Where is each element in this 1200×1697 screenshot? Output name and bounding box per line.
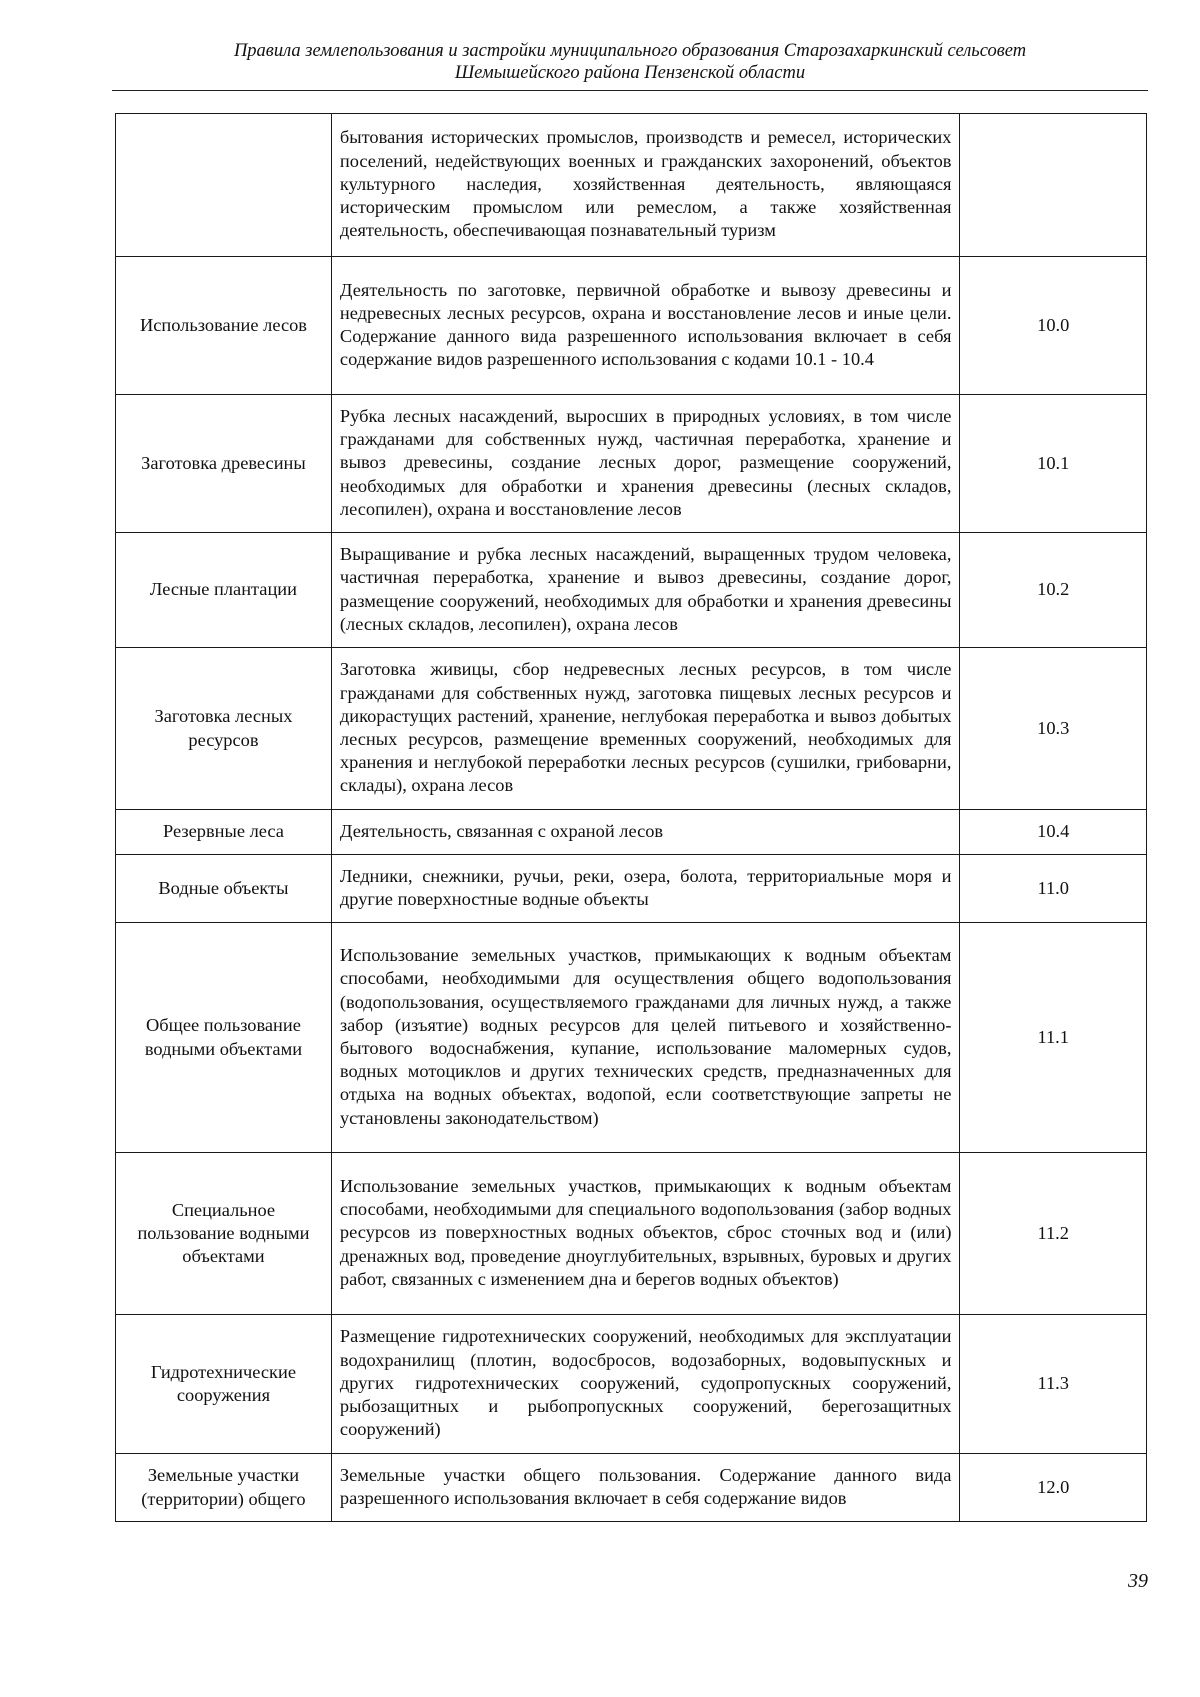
- use-description: бытования исторических промыслов, производств и ремесел, исторических поселений, недействующих военных и гражданских захоронений, объектов культурного наследия, хозяйственная деятельность, являющаяся историческим промыслом или ремеслом, а также хозяйственная деятельность, обеспечивающая познавательный туризм: [331, 114, 960, 257]
- use-code: 11.2: [960, 1153, 1147, 1315]
- header-line-2: Шемышейского района Пензенской области: [454, 63, 806, 83]
- table-row: [116, 923, 1147, 1153]
- table-row: [116, 395, 1147, 533]
- use-code: 10.1: [960, 395, 1147, 533]
- use-code: [960, 114, 1147, 257]
- use-description: Рубка лесных насаждений, выросших в природных условиях, в том числе гражданами для собственных нужд, частичная переработка, хранение и вывоз древесины, создание лесных дорог, размещение сооружений, необходимых для обработки и хранения древесины (лесных складов, лесопилен), охрана и восстановление лесов: [331, 395, 960, 533]
- use-code: 11.3: [960, 1315, 1147, 1454]
- use-description: Земельные участки общего пользования. Содержание данного вида разрешенного использования включает в себя содержание видов: [331, 1454, 960, 1522]
- use-code: 10.0: [960, 257, 1147, 395]
- use-description: Деятельность по заготовке, первичной обработке и вывозу древесины и недревесных лесных ресурсов, охрана и восстановление лесов и иные цели. Содержание данного вида разрешенного использования включает в себя содержание видов разрешенного использования с кодами 10.1 - 10.4: [331, 257, 960, 395]
- use-code: 12.0: [960, 1454, 1147, 1522]
- use-name: Использование лесов: [116, 257, 332, 395]
- use-code: 10.3: [960, 648, 1147, 810]
- table-row: [116, 1153, 1147, 1315]
- use-name: Заготовка древесины: [116, 395, 332, 533]
- table-row: [116, 257, 1147, 395]
- use-name: Водные объекты: [116, 855, 332, 923]
- table-row: [116, 533, 1147, 648]
- table-row: [116, 1454, 1147, 1522]
- table-row: [116, 855, 1147, 923]
- use-name: Гидротехнические сооружения: [116, 1315, 332, 1454]
- running-header: [112, 40, 1148, 84]
- use-name: [116, 114, 332, 257]
- use-description: Деятельность, связанная с охраной лесов: [331, 810, 960, 855]
- use-description: Ледники, снежники, ручьи, реки, озера, болота, территориальные моря и другие поверхностные водные объекты: [331, 855, 960, 923]
- table-row: [116, 810, 1147, 855]
- use-code: 10.2: [960, 533, 1147, 648]
- use-name: Резервные леса: [116, 810, 332, 855]
- use-name: Специальное пользование водными объектами: [116, 1153, 332, 1315]
- use-name: Лесные плантации: [116, 533, 332, 648]
- use-code: 11.1: [960, 923, 1147, 1153]
- table-row: [116, 1315, 1147, 1454]
- land-use-table: [115, 113, 1147, 1522]
- table-row: [116, 114, 1147, 257]
- use-name: Заготовка лесных ресурсов: [116, 648, 332, 810]
- use-description: Выращивание и рубка лесных насаждений, выращенных трудом человека, частичная переработка, хранение и вывоз древесины, создание дорог, размещение сооружений, необходимых для обработки и хранения древесины (лесных складов, лесопилен), охрана лесов: [331, 533, 960, 648]
- use-description: Заготовка живицы, сбор недревесных лесных ресурсов, в том числе гражданами для собственных нужд, заготовка пищевых лесных ресурсов и дикорастущих растений, хранение, неглубокая переработка и вывоз добытых лесных ресурсов, размещение временных сооружений, необходимых для хранения и неглубокой переработки лесных ресурсов (сушилки, грибоварни, склады), охрана лесов: [331, 648, 960, 810]
- use-code: 10.4: [960, 810, 1147, 855]
- use-description: Использование земельных участков, примыкающих к водным объектам способами, необходимыми для осуществления общего водопользования (водопользования, осуществляемого гражданами для личных нужд, а также забор (изъятие) водных ресурсов для целей питьевого и хозяйственно-бытового водоснабжения, купание, использование маломерных судов, водных мотоциклов и других технических средств, предназначенных для отдыха на водных объектах, водопой, если соответствующие запреты не установлены законодательством): [331, 923, 960, 1153]
- page-number: 39: [1128, 1570, 1148, 1592]
- use-code: 11.0: [960, 855, 1147, 923]
- use-name: Земельные участки (территории) общего: [116, 1454, 332, 1522]
- header-line-1: Правила землепользования и застройки муниципального образования Старозахаркинский сельсовет: [233, 41, 1027, 61]
- header-divider: [112, 90, 1148, 91]
- table-row: [116, 648, 1147, 810]
- use-name: Общее пользование водными объектами: [116, 923, 332, 1153]
- use-description: Размещение гидротехнических сооружений, необходимых для эксплуатации водохранилищ (плотин, водосбросов, водозаборных, водовыпускных и других гидротехнических сооружений, судопропускных сооружений, рыбозащитных и рыбопропускных сооружений, берегозащитных сооружений): [331, 1315, 960, 1454]
- use-description: Использование земельных участков, примыкающих к водным объектам способами, необходимыми для специального водопользования (забор водных ресурсов из поверхностных водных объектов, сброс сточных вод и (или) дренажных вод, проведение дноуглубительных, взрывных, буровых и других работ, связанных с изменением дна и берегов водных объектов): [331, 1153, 960, 1315]
